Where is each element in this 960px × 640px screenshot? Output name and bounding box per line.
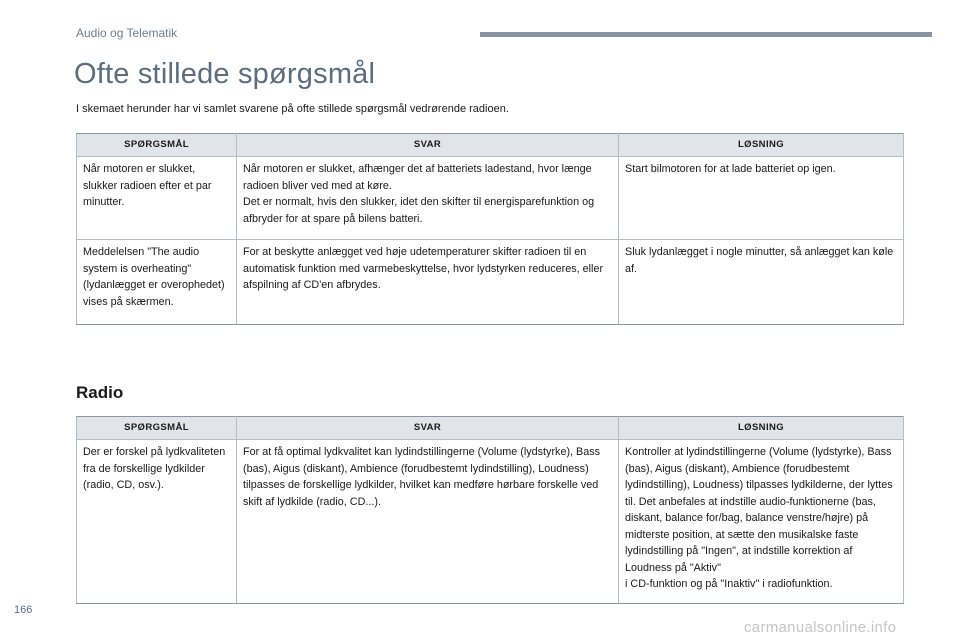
question-cell: Meddelelsen "The audio system is overheating" (lydanlægget er overophedet) vises på skærmen. <box>77 240 237 325</box>
column-header-answer: SVAR <box>237 417 619 440</box>
table-header-row <box>77 134 904 157</box>
solution-cell: Start bilmotoren for at lade batteriet op igen. <box>619 157 904 240</box>
column-header-question: SPØRGSMÅL <box>77 134 237 157</box>
answer-cell: Når motoren er slukket, afhænger det af batteriets ladestand, hvor længe radioen bliver ved med at køre. Det er normalt, hvis den slukker, idet den skifter til energisparefunktion og afbryder for at spare på bilens batteri. <box>237 157 619 240</box>
column-header-answer: SVAR <box>237 134 619 157</box>
table-row <box>77 157 904 240</box>
question-cell: Når motoren er slukket, slukker radioen efter et par minutter. <box>77 157 237 240</box>
solution-cell: Kontroller at lydindstillingerne (Volume (lydstyrke), Bass (bas), Aigus (diskant), Ambience (forudbestemt lydindstilling), Loudness) tilpasses lydkilderne, der lyttes til. Det anbefales at indstille audio-funktionerne (bas, diskant, balance for/bag, balance venstre/højre) på midterste position, at sætte den musikalske faste lydindstilling på "Ingen", at indstille korrektion af Loudness på "Aktiv" i CD-funktion og på "Inaktiv" i radiofunktion. <box>619 440 904 604</box>
page-title: Ofte stillede spørgsmål <box>74 58 376 90</box>
radio-section-heading: Radio <box>76 383 124 402</box>
faq-table-radio <box>76 416 904 604</box>
section-header: Audio og Telematik <box>76 26 178 40</box>
table-row <box>77 240 904 325</box>
question-cell: Der er forskel på lydkvaliteten fra de forskellige lydkilder (radio, CD, osv.). <box>77 440 237 604</box>
answer-cell: For at beskytte anlægget ved høje udetemperaturer skifter radioen til en automatisk funktion med varmebeskyttelse, hvor lydstyrken reduceres, eller afspilning af CD'en afbrydes. <box>237 240 619 325</box>
table-row <box>77 440 904 604</box>
answer-cell: For at få optimal lydkvalitet kan lydindstillingerne (Volume (lydstyrke), Bass (bas), Aigus (diskant), Ambience (forudbestemt lydindstilling), Loudness) tilpasses de forskellige lydkilder, hvilket kan medføre hørbare forskelle ved skift af lydkilde (radio, CD...). <box>237 440 619 604</box>
intro-text: I skemaet herunder har vi samlet svarene på ofte stillede spørgsmål vedrørende radioen. <box>76 103 509 115</box>
faq-table-general <box>76 133 904 325</box>
table-header-row <box>77 417 904 440</box>
watermark: carmanualsonline.info <box>744 619 897 636</box>
page-number: 166 <box>14 604 33 616</box>
header-rule <box>480 32 932 37</box>
column-header-solution: LØSNING <box>619 134 904 157</box>
solution-cell: Sluk lydanlægget i nogle minutter, så anlægget kan køle af. <box>619 240 904 325</box>
column-header-question: SPØRGSMÅL <box>77 417 237 440</box>
column-header-solution: LØSNING <box>619 417 904 440</box>
